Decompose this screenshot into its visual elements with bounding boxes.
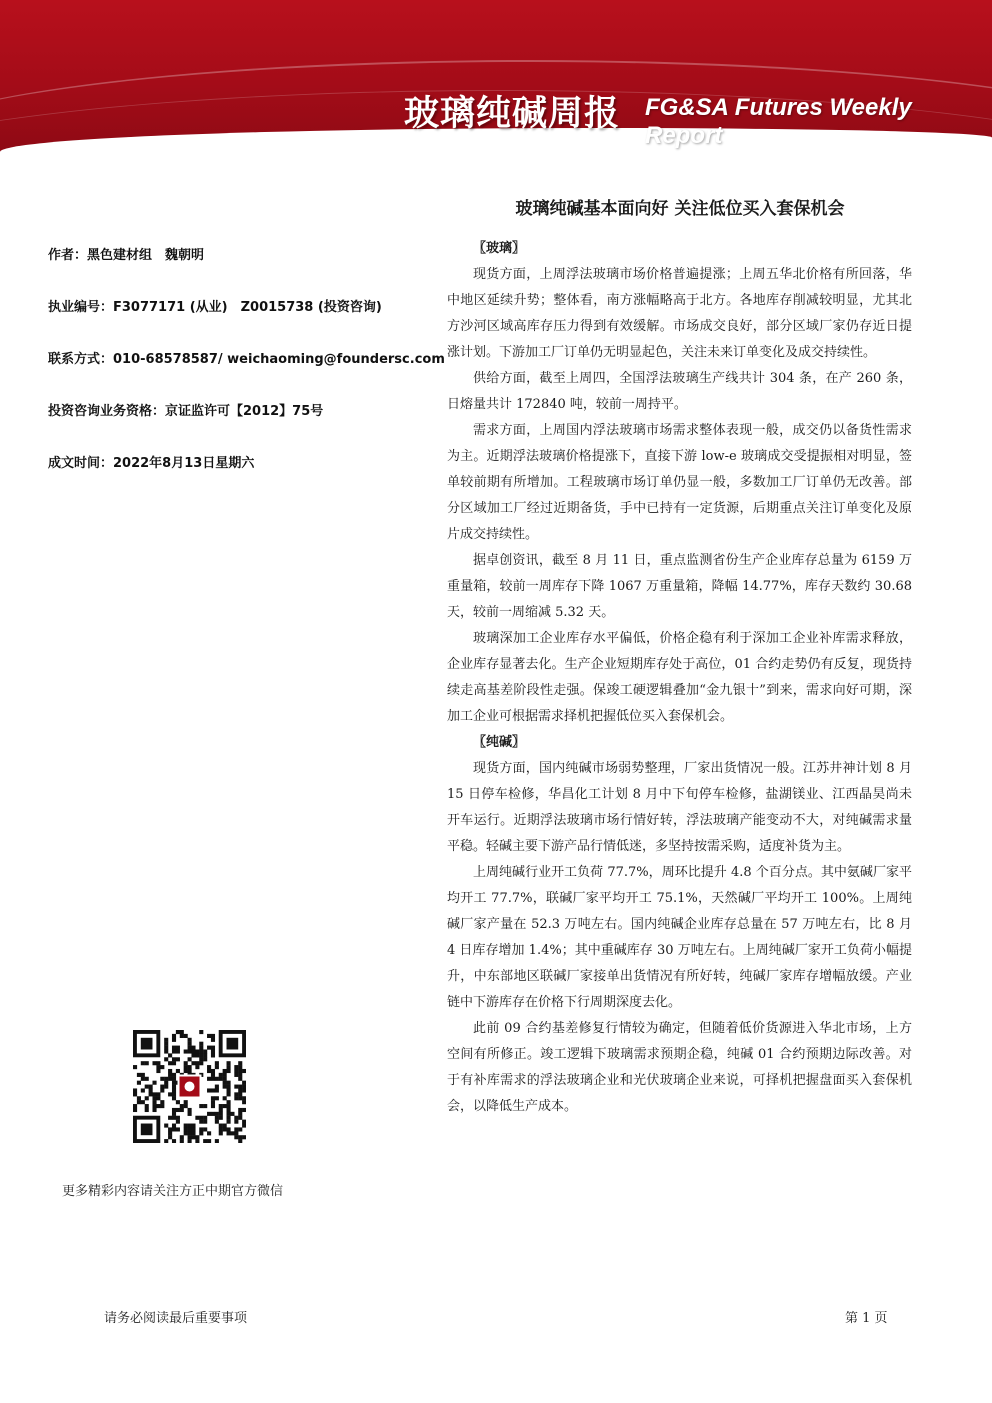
license-line: 执业编号：F3077171 (从业) Z0015738 (投资咨询) xyxy=(48,300,382,315)
banner-title-en: FG&SA Futures Weekly Report xyxy=(645,94,912,149)
wechat-qr-code xyxy=(133,1030,246,1143)
glass-paragraph: 玻璃深加工企业库存水平偏低，价格企稳有利于深加工企业补库需求释放，企业库存显著去化。生产企业短期库存处于高位，01 合约走势仍有反复，现货持续走高基差阶段性走强。保竣工硬逻辑叠加“金九银十”到来，需求向好可期，深加工企业可根据需求择机把握低位买入套保机会。 xyxy=(447,631,912,724)
banner-title-cn: 玻璃纯碱周报 xyxy=(404,94,621,134)
header-banner xyxy=(0,0,992,152)
glass-paragraph: 现货方面，上周浮法玻璃市场价格普遍提涨；上周五华北价格有所回落，华中地区延续升势；整体看，南方涨幅略高于北方。各地库存削减较明显，尤其北方沙河区域高库存压力得到有效缓解。市场成交良好，部分区域厂家仍存近日提涨计划。下游加工厂订单仍无明显起色，关注未来订单变化及成交持续性。 xyxy=(447,267,912,360)
footer-notice: 请务必阅读最后重要事项 xyxy=(104,1311,248,1326)
soda-paragraph: 上周纯碱行业开工负荷 77.7%，周环比提升 4.8 个百分点。其中氨碱厂家平均开工 77.7%，联碱厂家平均开工 75.1%，天然碱厂平均开工 100%。上周纯碱厂家产量在 52.3 万吨左右。国内纯碱企业库存总量在 57 万吨左右，比 8 月 4 日库存增加 1.4%；其中重碱库存 30 万吨左右。上周纯碱厂家开工负荷小幅提升，中东部地区联碱厂家接单出货情况有所好转，纯碱厂家库存增幅放缓。产业链中下游库存在价格下行周期深度去化。 xyxy=(447,865,912,1010)
glass-paragraph: 供给方面，截至上周四，全国浮法玻璃生产线共计 304 条，在产 260 条，日熔量共计 172840 吨，较前一周持平。 xyxy=(447,371,912,412)
soda-paragraph: 现货方面，国内纯碱市场弱势整理，厂家出货情况一般。江苏井神计划 8 月 15 日停车检修，华昌化工计划 8 月中下旬停车检修，盐湖镁业、江西晶昊尚未开车运行。近期浮法玻璃市场行情好转，浮法玻璃产能变动不大，对纯碱需求量平稳。轻碱主要下游产品行情低迷，多坚持按需采购，适度补货为主。 xyxy=(447,761,912,854)
author-line: 作者：黑色建材组 魏朝明 xyxy=(48,248,205,263)
section-heading-glass: 〖玻璃〗 xyxy=(473,241,526,256)
qualification-line: 投资咨询业务资格：京证监许可【2012】75号 xyxy=(48,404,324,419)
qr-code-image xyxy=(133,1030,246,1143)
report-body xyxy=(447,236,912,1120)
soda-paragraph: 此前 09 合约基差修复行情较为确定，但随着低价货源进入华北市场，上方空间有所修正。竣工逻辑下玻璃需求预期企稳，纯碱 01 合约预期边际改善。对于有补库需求的浮法玻璃企业和光伏玻璃企业来说，可择机把握盘面买入套保机会，以降低生产成本。 xyxy=(447,1021,912,1114)
report-title: 玻璃纯碱基本面向好 关注低位买入套保机会 xyxy=(515,199,845,219)
date-line: 成文时间：2022年8月13日星期六 xyxy=(48,456,255,471)
section-heading-soda: 〖纯碱〗 xyxy=(473,735,526,750)
qr-caption: 更多精彩内容请关注方正中期官方微信 xyxy=(62,1184,284,1199)
contact-line: 联系方式：010-68578587/ weichaoming@foundersc.com xyxy=(48,352,445,367)
glass-paragraph: 需求方面，上周国内浮法玻璃市场需求整体表现一般，成交仍以备货性需求为主。近期浮法玻璃价格提涨下，直接下游 low-e 玻璃成交受提振相对明显，签单较前期有所增加。工程玻璃市场订单仍显一般，多数加工厂订单仍无改善。部分区域加工厂经过近期备货，手中已持有一定货源，后期重点关注订单变化及原片成交持续性。 xyxy=(447,423,912,542)
page-number: 第 1 页 xyxy=(845,1311,888,1326)
glass-paragraph: 据卓创资讯，截至 8 月 11 日，重点监测省份生产企业库存总量为 6159 万重量箱，较前一周库存下降 1067 万重量箱，降幅 14.77%，库存天数约 30.68 天，较前一周缩减 5.32 天。 xyxy=(447,553,912,620)
